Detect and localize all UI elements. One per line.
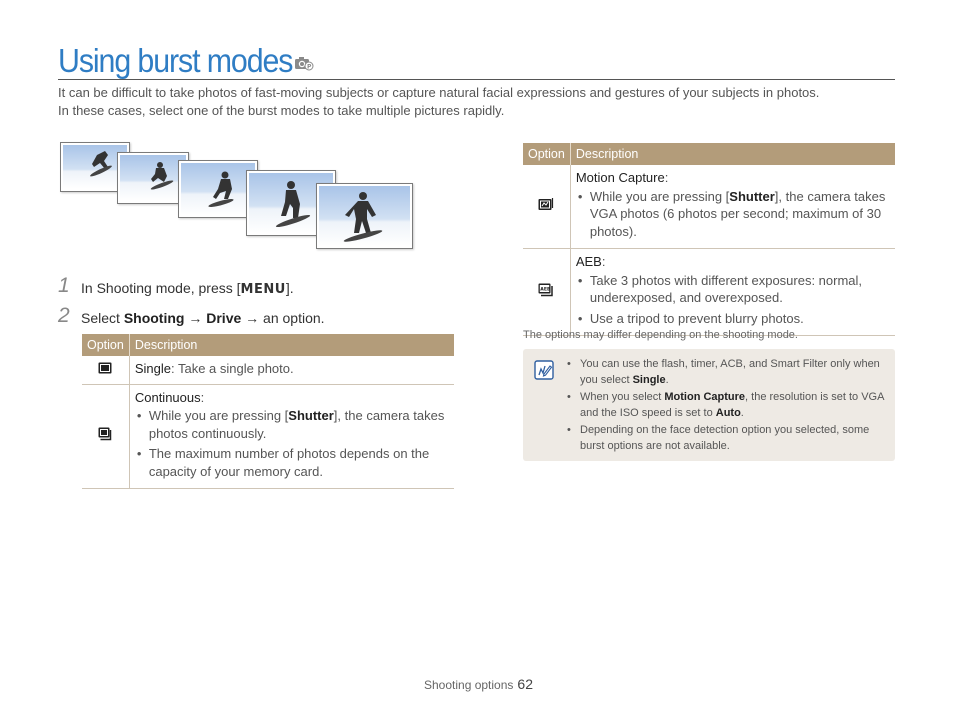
note-box xyxy=(523,349,895,461)
shutter-label: Shutter xyxy=(729,188,775,204)
list-item: • While you are pressing [Shutter], the camera takes VGA photos (6 photos per second; maximum of 30 photos). xyxy=(576,188,890,241)
option-header: Option xyxy=(523,143,570,165)
single-label: Single xyxy=(632,374,666,386)
motion-capture-text: : xyxy=(664,170,669,185)
step-2-pre: Select xyxy=(81,310,124,326)
table-row xyxy=(523,249,895,336)
list-item: • While you are pressing [Shutter], the camera takes photos continuously. xyxy=(135,407,449,442)
icon-cell xyxy=(82,384,129,489)
burst-options-table xyxy=(523,143,895,336)
icon-cell xyxy=(82,356,129,384)
aeb-description xyxy=(570,249,895,336)
continuous-description xyxy=(129,384,454,489)
motion-capture-icon xyxy=(538,197,554,211)
page-number: 62 xyxy=(517,676,533,692)
title-divider xyxy=(58,79,895,80)
intro-line-2: In these cases, select one of the burst modes to take multiple pictures rapidly. xyxy=(58,103,505,118)
burst-photo-sequence xyxy=(60,142,420,254)
list-item: • You can use the flash, timer, ACB, and Smart Filter only when you select Single. xyxy=(567,356,887,388)
aeb-text: : xyxy=(601,254,606,269)
step-1-number: 1 xyxy=(58,274,70,297)
options-vary-note: The options may differ depending on the shooting mode. xyxy=(523,329,798,341)
drive-menu-label: Drive xyxy=(206,310,242,326)
step-1-post: ]. xyxy=(285,280,294,296)
continuous-shot-icon xyxy=(98,427,112,441)
continuous-text: : xyxy=(200,389,205,405)
list-item: • The maximum number of photos depends on the capacity of your memory card. xyxy=(135,445,449,480)
motion-capture-name: Motion Capture xyxy=(575,170,665,185)
note-list xyxy=(567,356,887,455)
list-item: • Take 3 photos with different exposures: normal, underexposed, and overexposed. xyxy=(576,272,890,307)
auto-label: Auto xyxy=(715,407,741,419)
memo-pencil-icon xyxy=(534,360,554,380)
list-item: • When you select Motion Capture, the resolution is set to VGA and the ISO speed is set to Auto. xyxy=(567,389,887,421)
step-2-text xyxy=(81,310,325,326)
list-item: • Depending on the face detection option you selected, some burst options are not available. xyxy=(567,422,887,454)
continuous-bullets xyxy=(135,407,449,480)
icon-cell xyxy=(523,165,570,249)
table-row xyxy=(82,384,454,489)
table-row xyxy=(82,356,454,384)
description-header: Description xyxy=(570,143,895,165)
camera-program-mode-icon xyxy=(294,55,314,71)
shutter-label: Shutter xyxy=(288,408,334,423)
motion-capture-description xyxy=(570,165,895,249)
continuous-name: Continuous xyxy=(134,389,201,405)
icon-cell xyxy=(523,249,570,336)
motion-capture-bullets xyxy=(576,188,890,241)
single-text: : Take a single photo. xyxy=(170,361,294,376)
aeb-name: AEB xyxy=(575,254,602,269)
step-2-number: 2 xyxy=(58,304,70,327)
motion-capture-label: Motion Capture xyxy=(664,391,746,403)
page-footer xyxy=(424,676,533,692)
list-item: • Use a tripod to prevent blurry photos. xyxy=(576,310,890,328)
shooting-menu-label: Shooting xyxy=(123,310,185,326)
intro-line-1: It can be difficult to take photos of fast-moving subjects or capture natural facial expressions and gestures of your subjects in photos. xyxy=(58,85,820,100)
intro-text xyxy=(58,84,898,120)
step-2-post: → an option. xyxy=(241,310,325,326)
step-1-text xyxy=(81,280,294,297)
footer-section: Shooting options xyxy=(424,678,514,692)
aeb-bullets xyxy=(576,272,890,328)
single-shot-icon xyxy=(98,362,112,374)
single-description xyxy=(129,356,454,384)
burst-photo-5 xyxy=(316,183,413,249)
svg-text:AEB: AEB xyxy=(540,287,551,293)
arrow: → xyxy=(184,310,207,326)
description-header: Description xyxy=(129,334,454,356)
step-1-pre: In Shooting mode, press [ xyxy=(81,280,241,296)
aeb-icon xyxy=(538,283,554,297)
page-title: Using burst modes xyxy=(58,42,293,79)
table-row xyxy=(523,165,895,249)
menu-key: MENU xyxy=(240,282,286,297)
drive-options-table xyxy=(82,334,454,489)
option-header: Option xyxy=(82,334,129,356)
single-name: Single xyxy=(134,361,171,376)
svg-text:P: P xyxy=(307,63,312,71)
